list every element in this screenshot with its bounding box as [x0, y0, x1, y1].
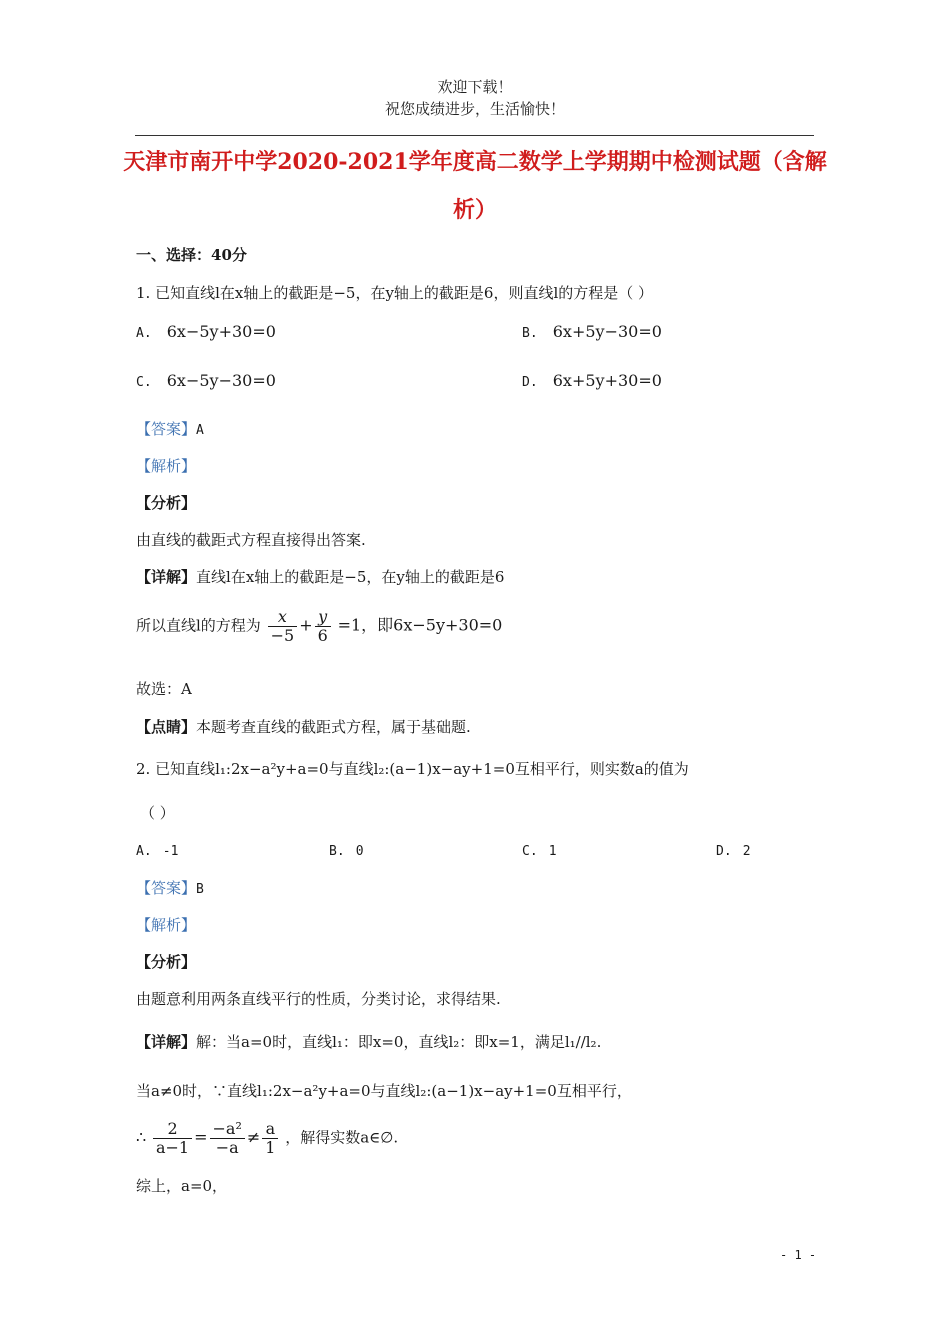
q2-xiangjie	[136, 1031, 601, 1052]
header-line-2: 祝您成绩进步，生活愉快！	[384, 100, 565, 118]
xiangjie-text: 解：当a=0时，直线l₁：即x=0，直线l₂：即x=1，满足l₁//l₂.	[196, 1033, 602, 1051]
answer-tag: 【答案】	[136, 420, 197, 438]
q1-option-a	[136, 322, 276, 341]
fraction-num: a	[262, 1120, 278, 1139]
q1-equation-line: 所以直线l的方程为 $\frac{x}{-5}$ + $\frac{y}{6}$ =1，即6x−5y+30=0	[136, 607, 503, 645]
fraction-num: 2	[153, 1120, 192, 1139]
q2-option-b	[329, 840, 364, 859]
fraction-1	[153, 1120, 192, 1157]
header-divider	[135, 135, 814, 136]
option-text: 6x−5y+30=0	[166, 322, 276, 341]
option-text: 0	[355, 844, 364, 859]
q1-xiangjie	[136, 566, 504, 587]
header-line-1: 欢迎下载！	[437, 78, 513, 96]
page-number: - 1 -	[780, 1248, 817, 1262]
option-text: 6x+5y−30=0	[552, 322, 662, 341]
option-label: D.	[522, 375, 538, 390]
q2-line2: 当a≠0时，∵直线l₁:2x−a²y+a=0与直线l₂:(a−1)x−ay+1=0互相平行，	[136, 1082, 632, 1100]
option-text: 6x−5y−30=0	[166, 371, 276, 390]
q1-option-c	[136, 371, 276, 390]
q1-dianjing	[136, 716, 471, 737]
option-label: C.	[522, 844, 538, 859]
fraction-num: −a²	[210, 1120, 245, 1139]
answer-value: A	[196, 423, 204, 438]
fraction-num: x	[268, 608, 298, 627]
therefore-symbol: ∴	[136, 1127, 147, 1147]
fenxi-tag: 【分析】	[136, 953, 197, 971]
section-heading: 一、选择：40分	[136, 246, 247, 264]
q2-fraction-line	[136, 1120, 398, 1157]
fraction-3	[262, 1120, 278, 1157]
document-title: 天津市南开中学2020-2021学年度高二数学上学期期中检测试题（含解析）	[123, 149, 827, 223]
not-equal-symbol: ≠	[246, 1127, 261, 1147]
fraction-x	[268, 608, 298, 645]
option-label: A.	[136, 844, 152, 859]
q1-stem: 1. 已知直线l在x轴上的截距是−5，在y轴上的截距是6，则直线l的方程是（ ）	[136, 284, 654, 302]
fraction-den: a−1	[155, 1138, 190, 1157]
q1-fenxi-tag	[136, 492, 196, 513]
answer-value: B	[196, 882, 204, 897]
jiexi-tag: 【解析】	[136, 916, 197, 934]
q2-answer	[136, 877, 204, 898]
option-label: B.	[329, 844, 345, 859]
q2-stem-continued: （ ）	[140, 804, 175, 822]
q1-answer	[136, 418, 204, 439]
eq-prefix: 所以直线l的方程为	[136, 616, 261, 635]
fenxi-tag: 【分析】	[136, 494, 197, 512]
fraction-den: −a	[215, 1138, 239, 1157]
q2-option-d	[716, 840, 751, 859]
option-label: C.	[136, 375, 152, 390]
fraction-den: 6	[317, 626, 328, 645]
q1-fenxi: 由直线的截距式方程直接得出答案.	[136, 531, 366, 549]
xiangjie-tag: 【详解】	[136, 1033, 197, 1051]
line3-suffix: ，解得实数a∈∅.	[285, 1128, 399, 1147]
option-text: 1	[548, 844, 557, 859]
jiexi-tag: 【解析】	[136, 457, 197, 475]
fraction-2	[210, 1120, 245, 1157]
q2-jiexi-tag	[136, 914, 196, 935]
q2-fenxi-tag	[136, 951, 196, 972]
xiangjie-tag: 【详解】	[136, 568, 197, 586]
q1-guxuan: 故选：A	[136, 680, 192, 698]
eq-suffix: =1，即6x−5y+30=0	[337, 615, 503, 635]
fraction-num: y	[315, 608, 331, 627]
dianjing-tag: 【点睛】	[136, 718, 197, 736]
q2-option-a	[136, 840, 178, 859]
fraction-den: 1	[265, 1138, 276, 1157]
xiangjie-text: 直线l在x轴上的截距是−5，在y轴上的截距是6	[196, 568, 505, 586]
fraction-den: −5	[270, 626, 295, 645]
option-label: B.	[522, 326, 538, 341]
option-text: 6x+5y+30=0	[552, 371, 662, 390]
q1-option-b	[522, 322, 662, 341]
q1-jiexi-tag	[136, 455, 196, 476]
q2-fenxi: 由题意利用两条直线平行的性质，分类讨论，求得结果.	[136, 990, 501, 1008]
dianjing-text: 本题考查直线的截距式方程，属于基础题.	[196, 718, 471, 736]
q2-option-c	[522, 840, 557, 859]
option-label: D.	[716, 844, 732, 859]
q1-option-d	[522, 371, 662, 390]
q2-conclusion: 综上，a=0，	[136, 1177, 228, 1195]
equals-symbol: =	[194, 1127, 208, 1147]
option-text: -1	[162, 844, 179, 859]
answer-tag: 【答案】	[136, 879, 197, 897]
option-text: 2	[742, 844, 751, 859]
option-label: A.	[136, 326, 152, 341]
fraction-y	[315, 608, 331, 645]
q2-stem: 2. 已知直线l₁:2x−a²y+a=0与直线l₂:(a−1)x−ay+1=0互相平行，则实数a的值为	[136, 760, 689, 778]
